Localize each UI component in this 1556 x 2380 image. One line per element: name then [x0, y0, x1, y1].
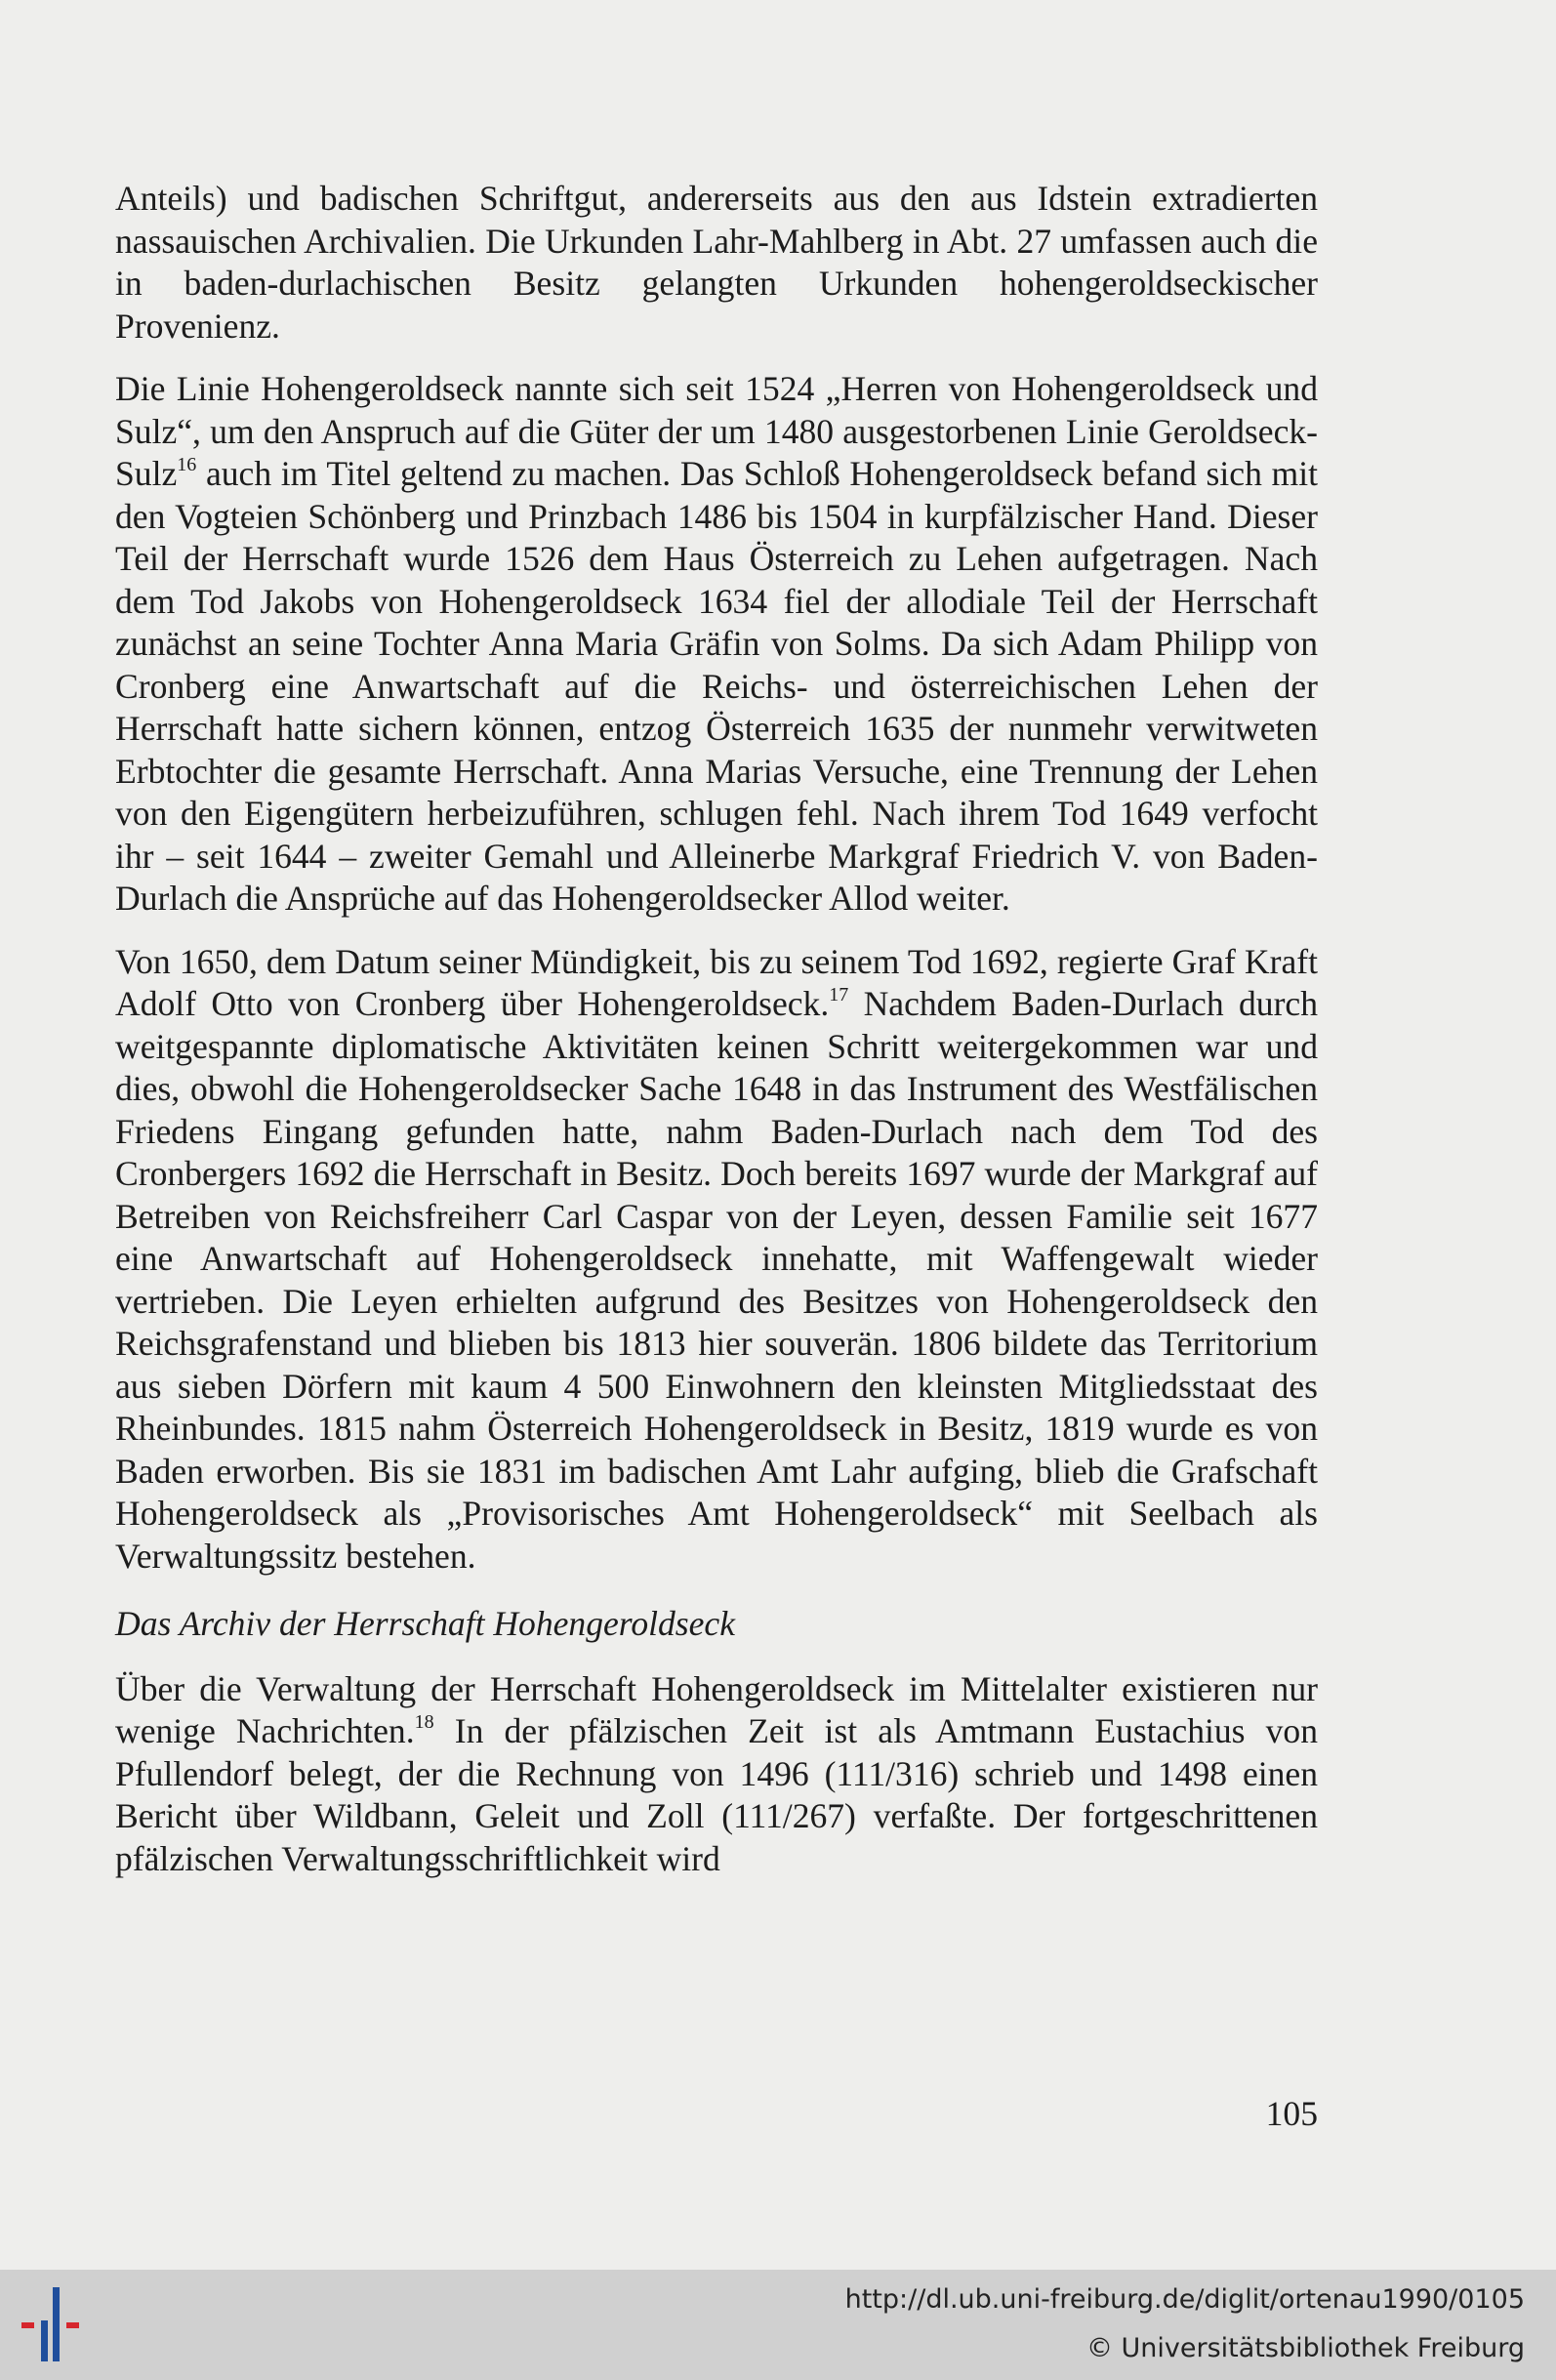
footnote-ref-18: 18 — [414, 1711, 434, 1733]
paragraph-3-text-a: Von 1650, dem Datum seiner Mündigkeit, bis zu seinem Tod 1692, regierte Graf Kraft Adolf Otto von Cronberg über Hohengeroldseck. — [115, 941, 1318, 1023]
footnote-ref-17: 17 — [829, 984, 849, 1005]
paragraph-4-text-b: In der pfälzischen Zeit ist als Amtmann Eustachius von Pfullendorf belegt, der die Rechnung von 1496 (111/316) schrieb und 1498 einen Bericht über Wildbann, Geleit und Zoll (111/267) verfaßte. Der fortgeschrittenen pfälzischen Verwaltungsschriftlichkeit wird — [115, 1711, 1319, 1878]
page-body — [115, 178, 1318, 1901]
paragraph-2-text-b: auch im Titel geltend zu machen. Das Schloß Hohengeroldseck befand sich mit den Vogteien Schönberg und Prinzbach 1486 bis 1504 in kurpfälzischer Hand. Dieser Teil der Herrschaft wurde 1526 dem Haus Österreich zu Lehen aufgetragen. Nach dem Tod Jakobs von Hohengeroldseck 1634 fiel der allodiale Teil der Herrschaft zunächst an seine Tochter Anna Maria Gräfin von Solms. Da sich Adam Philipp von Cronberg eine Anwartschaft auf die Reichs- und österreichischen Lehen der Herrschaft hatte sichern können, entzog Österreich 1635 der nunmehr verwitweten Erbtochter die gesamte Herrschaft. Anna Marias Versuche, eine Trennung der Lehen von den Eigengütern herbeizuführen, schlugen fehl. Nach ihrem Tod 1649 verfocht ihr – seit 1644 – zweiter Gemahl und Alleinerbe Markgraf Friedrich V. von Baden-Durlach die Ansprüche auf das Hohengeroldsecker Allod weiter. — [115, 454, 1318, 918]
paragraph-1 — [115, 178, 1318, 348]
paragraph-4-text-a: Über die Verwaltung der Herrschaft Hohengeroldseck im Mittelalter existieren nur wenige Nachrichten. — [115, 1668, 1318, 1750]
footer-url-link[interactable]: http://dl.ub.uni-freiburg.de/diglit/ortenau1990/0105 — [844, 2284, 1525, 2315]
paragraph-2-text-a: Die Linie Hohengeroldseck nannte sich seit 1524 „Herren von Hohengeroldseck und Sulz“, um den Anspruch auf die Güter der um 1480 ausgestorbenen Linie Geroldseck-Sulz — [115, 369, 1318, 493]
page-number: 105 — [1265, 2094, 1318, 2133]
footer-copyright: © Universitätsbibliothek Freiburg — [1085, 2333, 1525, 2363]
paragraph-2 — [115, 368, 1318, 921]
paragraph-4 — [115, 1668, 1318, 1881]
section-heading: Das Archiv der Herrschaft Hohengeroldseck — [115, 1604, 736, 1643]
paragraph-1-text: Anteils) und badischen Schriftgut, andererseits aus den aus Idstein extradierten nassauischen Archivalien. Die Urkunden Lahr-Mahlberg in Abt. 27 umfassen auch die in baden-durlachischen Besitz gelangten Urkunden hohengeroldseckischer Provenienz. — [115, 179, 1318, 346]
paragraph-3-text-b: Nachdem Baden-Durlach durch weitgespannte diplomatische Aktivitäten keinen Schritt weitergekommen war und dies, obwohl die Hohengeroldsecker Sache 1648 in das Instrument des Westfälischen Friedens Eingang gefunden hatte, nahm Baden-Durlach nach dem Tod des Cronbergers 1692 die Herrschaft in Besitz. Doch bereits 1697 wurde der Markgraf auf Betreiben von Reichsfreiherr Carl Caspar von der Leyen, dessen Familie seit 1677 eine Anwartschaft auf Hohengeroldseck innehatte, mit Waffengewalt wieder vertrieben. Die Leyen erhielten aufgrund des Besitzes von Hohengeroldseck den Reichsgrafenstand und blieben bis 1813 hier souverän. 1806 bildete das Territorium aus sieben Dörfern mit kaum 4 500 Einwohnern den kleinsten Mitgliedsstaat des Rheinbundes. 1815 nahm Österreich Hohengeroldseck in Besitz, 1819 wurde es von Baden erworben. Bis sie 1831 im badischen Amt Lahr aufging, blieb die Grafschaft Hohengeroldseck als „Provisorisches Amt Hohengeroldseck“ mit Seelbach als Verwaltungssitz bestehen. — [115, 984, 1318, 1576]
ub-freiburg-logo-icon — [16, 2281, 103, 2369]
paragraph-3 — [115, 941, 1318, 1579]
footnote-ref-16: 16 — [177, 454, 197, 475]
footer-bar — [0, 2270, 1556, 2380]
